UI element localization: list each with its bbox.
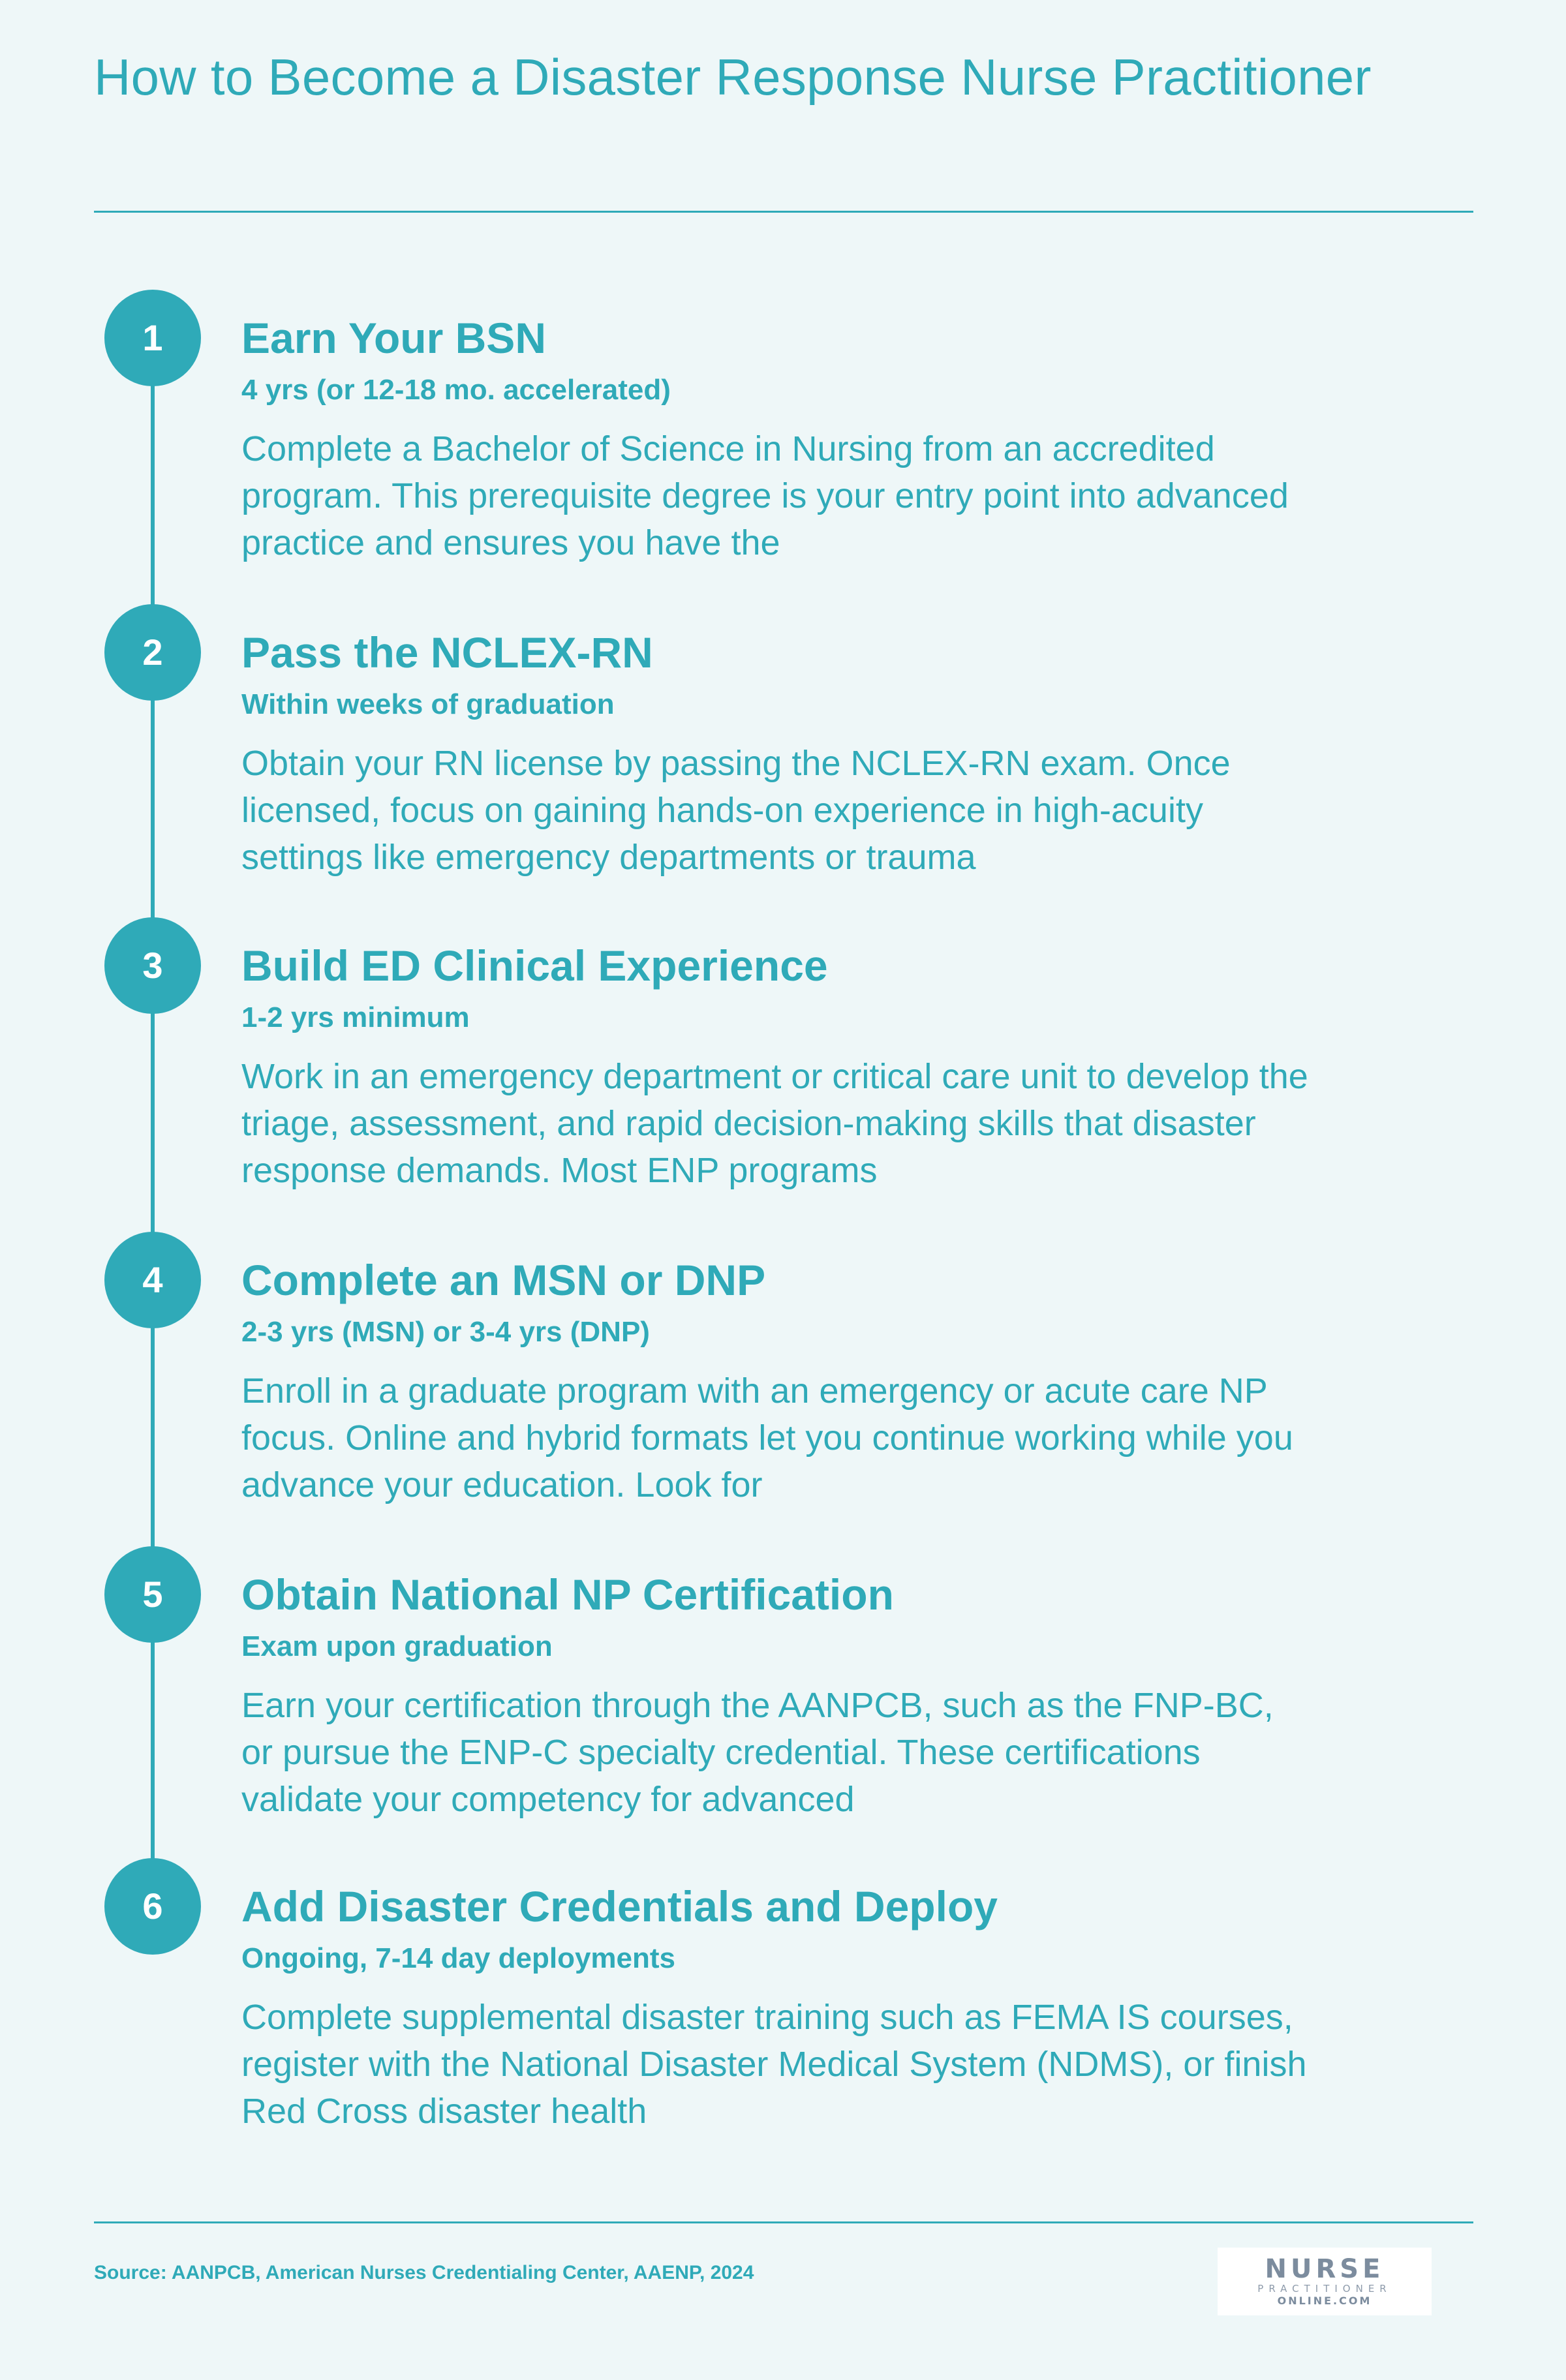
step-title: Add Disaster Credentials and Deploy bbox=[241, 1882, 998, 1930]
step-number-badge: 2 bbox=[104, 604, 201, 701]
source-citation: Source: AANPCB, American Nurses Credentialing Center, AAENP, 2024 bbox=[94, 2262, 754, 2283]
step-description: Enroll in a graduate program with an emergency or acute care NP focus. Online and hybrid formats let you continue working while you advance your education. Look for bbox=[241, 1371, 1293, 1504]
page-title: How to Become a Disaster Response Nurse Practitioner bbox=[94, 48, 1372, 106]
title-divider bbox=[94, 211, 1473, 213]
step-6 bbox=[0, 1858, 1566, 2145]
footer-divider bbox=[94, 2221, 1473, 2223]
step-4 bbox=[0, 1232, 1566, 1519]
step-number-badge: 3 bbox=[104, 917, 201, 1014]
step-timeframe: 2-3 yrs (MSN) or 3-4 yrs (DNP) bbox=[241, 1316, 650, 1348]
step-timeframe: 4 yrs (or 12-18 mo. accelerated) bbox=[241, 374, 671, 406]
step-title: Earn Your BSN bbox=[241, 314, 546, 362]
step-description: Complete supplemental disaster training such as FEMA IS courses, register with the National Disaster Medical System (NDMS), or finish Red Cross disaster health bbox=[241, 1998, 1307, 2131]
step-number-badge: 5 bbox=[104, 1546, 201, 1643]
logo-url: ONLINE.COM bbox=[1277, 2295, 1372, 2307]
step-5 bbox=[0, 1546, 1566, 1833]
logo-subtitle: PRACTITIONER bbox=[1257, 2283, 1392, 2295]
step-timeframe: Exam upon graduation bbox=[241, 1630, 553, 1662]
step-1 bbox=[0, 290, 1566, 577]
step-timeframe: Within weeks of graduation bbox=[241, 688, 615, 720]
step-3 bbox=[0, 917, 1566, 1204]
step-number-badge: 6 bbox=[104, 1858, 201, 1955]
step-description: Work in an emergency department or critical care unit to develop the triage, assessment, and rapid decision-making skills that disaster response demands. Most ENP programs bbox=[241, 1057, 1308, 1190]
step-description: Obtain your RN license by passing the NCLEX-RN exam. Once licensed, focus on gaining hands-on experience in high-acuity settings like emergency departments or trauma bbox=[241, 744, 1231, 877]
step-number-badge: 4 bbox=[104, 1232, 201, 1328]
step-2 bbox=[0, 604, 1566, 891]
step-title: Build ED Clinical Experience bbox=[241, 941, 828, 990]
step-description: Earn your certification through the AANPCB, such as the FNP-BC, or pursue the ENP-C specialty credential. These certifications validate your competency for advanced bbox=[241, 1686, 1274, 1819]
step-description: Complete a Bachelor of Science in Nursing from an accredited program. This prerequisite degree is your entry point into advanced practice and ensures you have the bbox=[241, 429, 1289, 562]
step-timeframe: Ongoing, 7-14 day deployments bbox=[241, 1942, 676, 1974]
step-timeframe: 1-2 yrs minimum bbox=[241, 1001, 470, 1033]
step-title: Obtain National NP Certification bbox=[241, 1570, 894, 1619]
step-number-badge: 1 bbox=[104, 290, 201, 386]
brand-logo bbox=[1218, 2248, 1432, 2315]
logo-wordmark: NURSE bbox=[1265, 2254, 1385, 2284]
step-title: Complete an MSN or DNP bbox=[241, 1256, 766, 1304]
step-title: Pass the NCLEX-RN bbox=[241, 628, 653, 677]
